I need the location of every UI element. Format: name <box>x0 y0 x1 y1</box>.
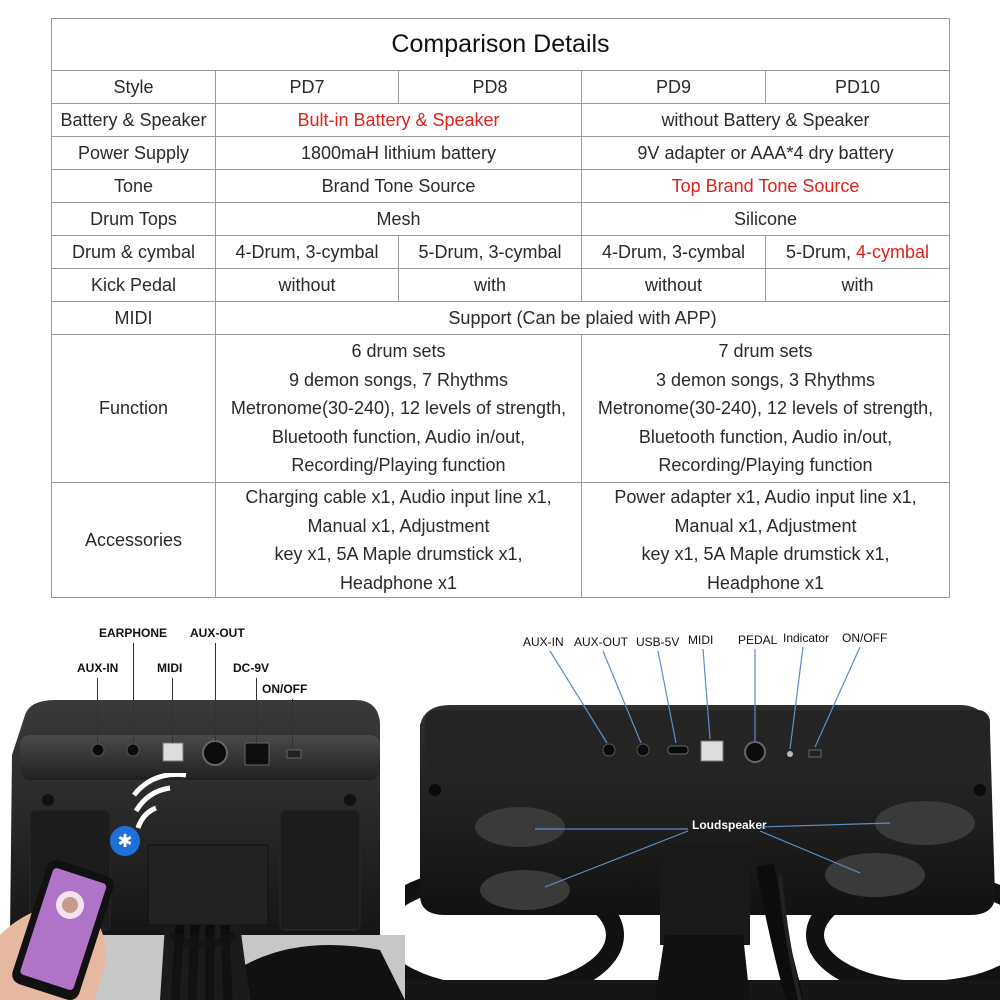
label-aux-out: AUX-OUT <box>574 635 628 649</box>
label-onoff: ON/OFF <box>262 682 308 696</box>
signal-waves-icon <box>128 773 198 833</box>
left-device-illustration <box>0 605 405 1000</box>
drum-pd10 <box>766 236 950 269</box>
function-left-line: 9 demon songs, 7 Rhythms <box>288 369 509 390</box>
table-row <box>52 302 950 335</box>
table-row <box>52 269 950 302</box>
table-row <box>52 335 950 483</box>
function-right <box>582 335 950 483</box>
row-label-drum: Drum & cymbal <box>52 236 216 269</box>
label-usb: USB-5V <box>636 635 680 649</box>
row-label-battery: Battery & Speaker <box>52 104 216 137</box>
table-title: Comparison Details <box>52 19 950 71</box>
right-device-photo <box>405 605 1000 1000</box>
row-label-kick: Kick Pedal <box>52 269 216 302</box>
accessories-right-line: Headphone x1 <box>706 572 825 593</box>
function-left-line: Bluetooth function, Audio in/out, <box>271 426 526 447</box>
model-pd8: PD8 <box>399 71 582 104</box>
function-left-line: 6 drum sets <box>351 341 446 362</box>
kick-pd8: with <box>399 269 582 302</box>
label-pedal: PEDAL <box>738 633 778 647</box>
accessories-right-line: Power adapter x1, Audio input line x1, <box>614 487 917 507</box>
accessories-left <box>216 483 582 598</box>
model-pd10: PD10 <box>766 71 950 104</box>
right-leader-lines <box>405 605 1000 1000</box>
table-row <box>52 203 950 236</box>
table-row <box>52 483 950 598</box>
tone-left: Brand Tone Source <box>216 170 582 203</box>
drum-pd10-cymbals: 4-cymbal <box>855 241 930 262</box>
drum-pd7: 4-Drum, 3-cymbal <box>216 236 399 269</box>
label-midi: MIDI <box>688 633 714 647</box>
leader-dc <box>256 678 257 743</box>
table-row <box>52 170 950 203</box>
model-pd9: PD9 <box>582 71 766 104</box>
row-label-tops: Drum Tops <box>52 203 216 236</box>
row-label-power: Power Supply <box>52 137 216 170</box>
label-aux-in: AUX-IN <box>77 661 119 675</box>
function-right-line: Bluetooth function, Audio in/out, <box>638 426 893 447</box>
table-row <box>52 236 950 269</box>
tops-right: Silicone <box>582 203 950 236</box>
row-label-style: Style <box>52 71 216 104</box>
power-right: 9V adapter or AAA*4 dry battery <box>582 137 950 170</box>
accessories-right-line: key x1, 5A Maple drumstick x1, <box>641 544 890 564</box>
leader-earphone <box>133 643 134 743</box>
function-left-line: Metronome(30-240), 12 levels of strength, <box>230 398 567 419</box>
left-device-photo <box>0 605 405 1000</box>
row-label-tone: Tone <box>52 170 216 203</box>
tops-left: Mesh <box>216 203 582 236</box>
midi-value: Support (Can be plaied with APP) <box>216 302 950 335</box>
drum-pd8: 5-Drum, 3-cymbal <box>399 236 582 269</box>
drum-pd9: 4-Drum, 3-cymbal <box>582 236 766 269</box>
power-left: 1800maH lithium battery <box>216 137 582 170</box>
label-aux-in: AUX-IN <box>523 635 564 649</box>
function-left <box>216 335 582 483</box>
label-earphone: EARPHONE <box>99 626 168 640</box>
accessories-left-line: Charging cable x1, Audio input line x1, <box>245 487 552 507</box>
comparison-table <box>51 18 950 598</box>
table-row <box>52 104 950 137</box>
leader-aux-in <box>97 678 98 743</box>
row-label-function: Function <box>52 335 216 483</box>
kick-pd10: with <box>766 269 950 302</box>
label-loudspeaker: Loudspeaker <box>692 818 767 832</box>
leader-aux-out <box>215 643 216 741</box>
bluetooth-icon: ✱ <box>110 826 140 856</box>
table-row <box>52 71 950 104</box>
label-dc: DC-9V <box>233 661 270 675</box>
leader-onoff <box>292 699 293 749</box>
function-right-line: 7 drum sets <box>718 341 813 362</box>
tone-right: Top Brand Tone Source <box>582 170 950 203</box>
accessories-right-line: Manual x1, Adjustment <box>674 515 857 536</box>
label-aux-out: AUX-OUT <box>190 626 245 640</box>
accessories-right <box>582 483 950 598</box>
accessories-left-line: key x1, 5A Maple drumstick x1, <box>274 544 523 564</box>
function-right-line: Recording/Playing function <box>658 455 873 476</box>
battery-left: Bult-in Battery & Speaker <box>216 104 582 137</box>
accessories-left-line: Manual x1, Adjustment <box>307 515 490 536</box>
label-indicator: Indicator <box>783 631 830 645</box>
row-label-midi: MIDI <box>52 302 216 335</box>
leader-midi <box>172 678 173 743</box>
kick-pd9: without <box>582 269 766 302</box>
label-onoff: ON/OFF <box>842 631 888 645</box>
function-left-line: Recording/Playing function <box>291 455 506 476</box>
row-label-accessories: Accessories <box>52 483 216 598</box>
label-midi: MIDI <box>157 661 183 675</box>
table-row <box>52 137 950 170</box>
accessories-left-line: Headphone x1 <box>339 572 458 593</box>
drum-pd10-drums: 5-Drum, <box>785 241 856 262</box>
kick-pd7: without <box>216 269 399 302</box>
function-right-line: 3 demon songs, 3 Rhythms <box>655 369 876 390</box>
model-pd7: PD7 <box>216 71 399 104</box>
battery-right: without Battery & Speaker <box>582 104 950 137</box>
function-right-line: Metronome(30-240), 12 levels of strength, <box>597 398 934 419</box>
